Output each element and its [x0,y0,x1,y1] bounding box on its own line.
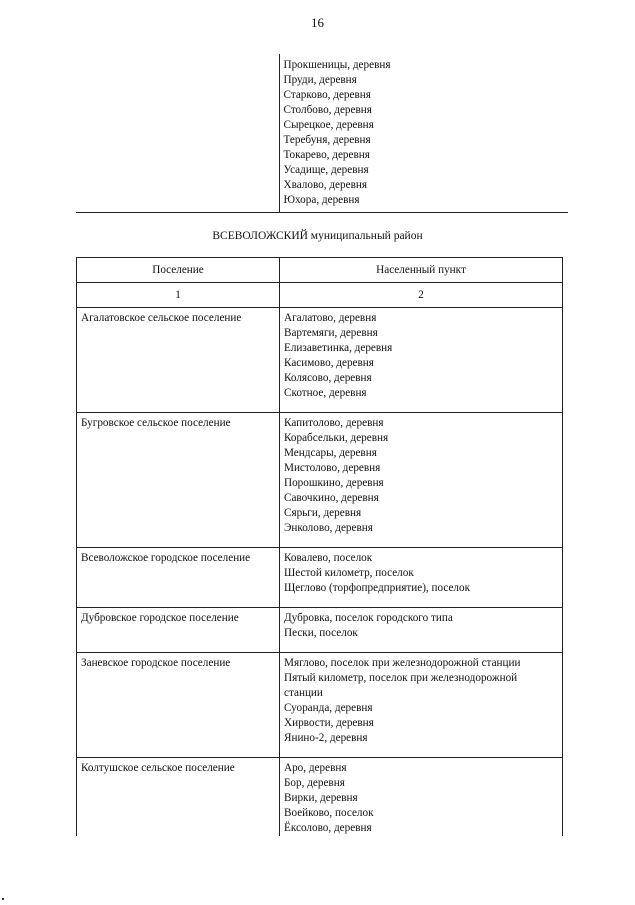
locality-line: Колясово, деревня [284,372,372,384]
settlement-name: Заневское городское поселение [77,653,280,758]
locality-line: Воейково, поселок [284,807,374,819]
locality-line: Мистолово, деревня [284,462,381,474]
locality-line: Скотное, деревня [284,387,367,399]
header-row [77,258,563,283]
localities-cell [280,548,563,608]
locality-line: Ковалево, поселок [284,552,373,564]
table-row [77,758,563,837]
locality-line: Мяглово, поселок при железнодорожной станции [284,657,521,669]
continuation-table [76,54,568,213]
settlement-name: Бугровское сельское поселение [77,413,280,548]
locality-line: Вартемяги, деревня [284,327,378,339]
locality-line: Пруди, деревня [283,74,357,86]
locality-line: Теребуня, деревня [283,134,371,146]
table-row [77,413,563,548]
localities-cell [280,413,563,548]
settlement-name: Агалатовское сельское поселение [77,308,280,413]
locality-line: Савочкино, деревня [284,492,379,504]
locality-line: станции [284,687,323,699]
settlements-table [76,257,563,836]
locality-line: Елизаветинка, деревня [284,342,393,354]
locality-line: Вирки, деревня [284,792,358,804]
header-locality: Населенный пункт [280,258,563,283]
column-number-2: 2 [280,283,563,308]
localities-cell [280,758,563,837]
table-row [77,308,563,413]
continuation-localities-cell [279,54,568,213]
locality-line: Хвалово, деревня [283,179,367,191]
locality-line: Хирвости, деревня [284,717,374,729]
locality-line: Энколово, деревня [284,522,373,534]
locality-line: Агалатово, деревня [284,312,377,324]
locality-line: Мендсары, деревня [284,447,377,459]
locality-line: Пески, поселок [284,627,358,639]
locality-line: Касимово, деревня [284,357,374,369]
locality-line: Сярьги, деревня [284,507,362,519]
header-settlement: Поселение [77,258,280,283]
column-number-1: 1 [77,283,280,308]
continuation-settlement-cell [76,54,279,213]
locality-line: Усадище, деревня [283,164,369,176]
locality-line: Дубровка, поселок городского типа [284,612,453,624]
locality-line: Корабсельки, деревня [284,432,389,444]
page-number: 16 [311,15,324,30]
column-number-row [77,283,563,308]
locality-line: Ёксолово, деревня [284,822,372,834]
locality-line: Юхора, деревня [283,194,360,206]
locality-line: Пятый километр, поселок при железнодорожной [284,672,518,684]
localities-cell [280,653,563,758]
locality-line: Столбово, деревня [283,104,372,116]
localities-cell [280,608,563,653]
locality-line: Порошкино, деревня [284,477,384,489]
table-row [77,653,563,758]
locality-line: Шестой километр, поселок [284,567,414,579]
settlement-name: Дубровское городское поселение [77,608,280,653]
settlement-name: Всеволожское городское поселение [77,548,280,608]
settlement-name: Колтушское сельское поселение [77,758,280,837]
locality-line: Токарево, деревня [283,149,370,161]
district-title: ВСЕВОЛОЖСКИЙ муниципальный район [212,230,423,242]
locality-line: Бор, деревня [284,777,345,789]
locality-line: Аро, деревня [284,762,347,774]
locality-line: Суоранда, деревня [284,702,373,714]
locality-line: Щеглово (торфопредприятие), поселок [284,582,471,594]
locality-line: Старково, деревня [283,89,371,101]
locality-line: Янино-2, деревня [284,732,368,744]
table-row [77,608,563,653]
locality-line: Прокшеницы, деревня [283,59,391,71]
scan-speck [2,898,4,900]
locality-line: Сырецкое, деревня [283,119,374,131]
table-row [77,548,563,608]
locality-line: Капитолово, деревня [284,417,384,429]
localities-cell [280,308,563,413]
